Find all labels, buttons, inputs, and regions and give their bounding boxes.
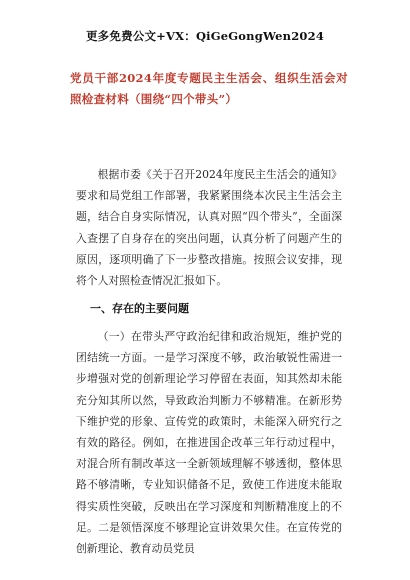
section-heading: 一、存在的主要问题: [90, 302, 189, 315]
body-paragraph: （一）在带头严守政治纪律和政治规矩，维护党的团结统一方面。一是学习深度不够，政治敏锐性需进一步增强对党的创新理论学习停留在表面，知其然却未能充分知其所以然，导致政治判断力不够精准。在新形势下维护党的形象、宣传党的政策时，未能深入研究行之有效的路径。例如，在推进国企改革三年行动过程中，对混合所有制改革这一全新领域理解不够透彻，整体思路不够清晰，专业知识储备不足，致使工作进度未能取得实质性突破，反映出在学习深度和判断精准度上的不足。二是领悟深度不够理论宣讲效果欠佳。在宣传党的创新理论、教育动员党员: [76, 330, 342, 556]
intro-paragraph: 根据市委《关于召开2024年度民主生活会的通知》要求和局党组工作部署，我紧紧围绕本次民主生活会主题，结合自身实际情况，认真对照“四个带头”，全面深入查摆了自身存在的突出问题，认真分析了问题产生的原因，逐项明确了下一步整改措施。按照会议安排，现将个人对照检查情况汇报如下。: [76, 168, 342, 288]
document-title: 党员干部2024年度专题民主生活会、组织生活会对照检查材料（围绕“四个带头”）: [70, 71, 348, 106]
promo-header: 更多免费公文+VX：QiGeGongWen2024: [85, 29, 325, 43]
